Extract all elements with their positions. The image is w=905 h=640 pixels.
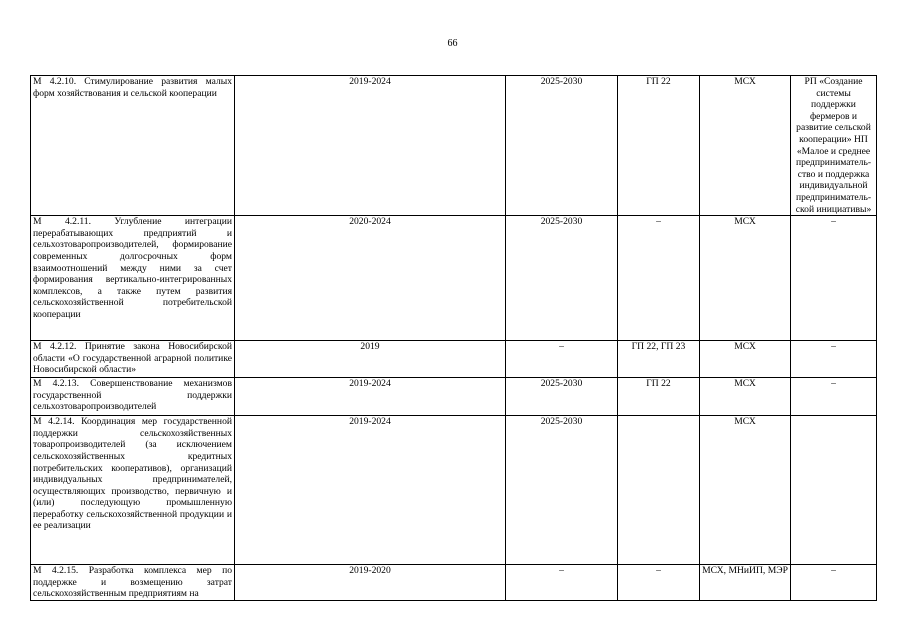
period-2019-2024-cell: 2019-2024 bbox=[235, 416, 506, 565]
page-number: 66 bbox=[447, 38, 458, 49]
executor-cell: МСХ bbox=[700, 216, 791, 341]
measure-cell: М 4.2.11. Углубление интеграции перерабатывающих предприятий и сельхозтоваропроизводителей, формирование современных долгосрочных форм взаимоотношений между ними за счет формирования вертикально-интегрированных комплексов, а также путем развития сельскохозяйственной потребительской кооперации bbox=[31, 216, 235, 341]
project-cell: – bbox=[791, 216, 877, 341]
project-cell: РП «Создание системы поддержки фермеров и развитие сельской кооперации» НП «Малое и среднее предприниматель-ство и поддержка индивидуальной предприниматель-ской инициативы» bbox=[791, 76, 877, 216]
period-2025-2030-cell: – bbox=[506, 341, 618, 378]
project-cell: – bbox=[791, 565, 877, 601]
state-program-cell: ГП 22 bbox=[618, 378, 700, 416]
measure-cell: М 4.2.12. Принятие закона Новосибирской области «О государственной аграрной политике Новосибирской области» bbox=[31, 341, 235, 378]
period-2019-2024-cell: 2019-2020 bbox=[235, 565, 506, 601]
state-program-cell: – bbox=[618, 565, 700, 601]
measure-cell: М 4.2.13. Совершенствование механизмов государственной поддержки сельхозтоваропроизводителей bbox=[31, 378, 235, 416]
table-row bbox=[31, 416, 877, 565]
state-program-cell: – bbox=[618, 216, 700, 341]
table-row bbox=[31, 378, 877, 416]
table-row bbox=[31, 565, 877, 601]
period-2019-2024-cell: 2019-2024 bbox=[235, 378, 506, 416]
project-cell: – bbox=[791, 378, 877, 416]
period-2025-2030-cell: 2025-2030 bbox=[506, 216, 618, 341]
table-row bbox=[31, 76, 877, 216]
executor-cell: МСХ bbox=[700, 378, 791, 416]
period-2025-2030-cell: – bbox=[506, 565, 618, 601]
period-2025-2030-cell: 2025-2030 bbox=[506, 416, 618, 565]
executor-cell: МСХ, МНиИП, МЭР bbox=[700, 565, 791, 601]
state-program-cell: ГП 22 bbox=[618, 76, 700, 216]
state-program-cell: ГП 22, ГП 23 bbox=[618, 341, 700, 378]
period-2019-2024-cell: 2019 bbox=[235, 341, 506, 378]
period-2019-2024-cell: 2020-2024 bbox=[235, 216, 506, 341]
state-program-cell bbox=[618, 416, 700, 565]
period-2019-2024-cell: 2019-2024 bbox=[235, 76, 506, 216]
period-2025-2030-cell: 2025-2030 bbox=[506, 378, 618, 416]
period-2025-2030-cell: 2025-2030 bbox=[506, 76, 618, 216]
table-row bbox=[31, 216, 877, 341]
project-cell bbox=[791, 416, 877, 565]
executor-cell: МСХ bbox=[700, 76, 791, 216]
measure-cell: М 4.2.14. Координация мер государственной поддержки сельскохозяйственных товаропроизводителей (за исключением сельскохозяйственных кредитных потребительских кооперативов), организаций индивидуальных предпринимателей, осуществляющих производство, первичную и (или) последующую промышленную переработку сельскохозяйственной продукции и ее реализации bbox=[31, 416, 235, 565]
project-cell: – bbox=[791, 341, 877, 378]
table-row bbox=[31, 341, 877, 378]
measures-table bbox=[30, 75, 877, 601]
executor-cell: МСХ bbox=[700, 341, 791, 378]
measure-cell: М 4.2.10. Стимулирование развития малых форм хозяйствования и сельской кооперации bbox=[31, 76, 235, 216]
executor-cell: МСХ bbox=[700, 416, 791, 565]
measure-cell: М 4.2.15. Разработка комплекса мер по поддержке и возмещению затрат сельскохозяйственным предприятиям на bbox=[31, 565, 235, 601]
